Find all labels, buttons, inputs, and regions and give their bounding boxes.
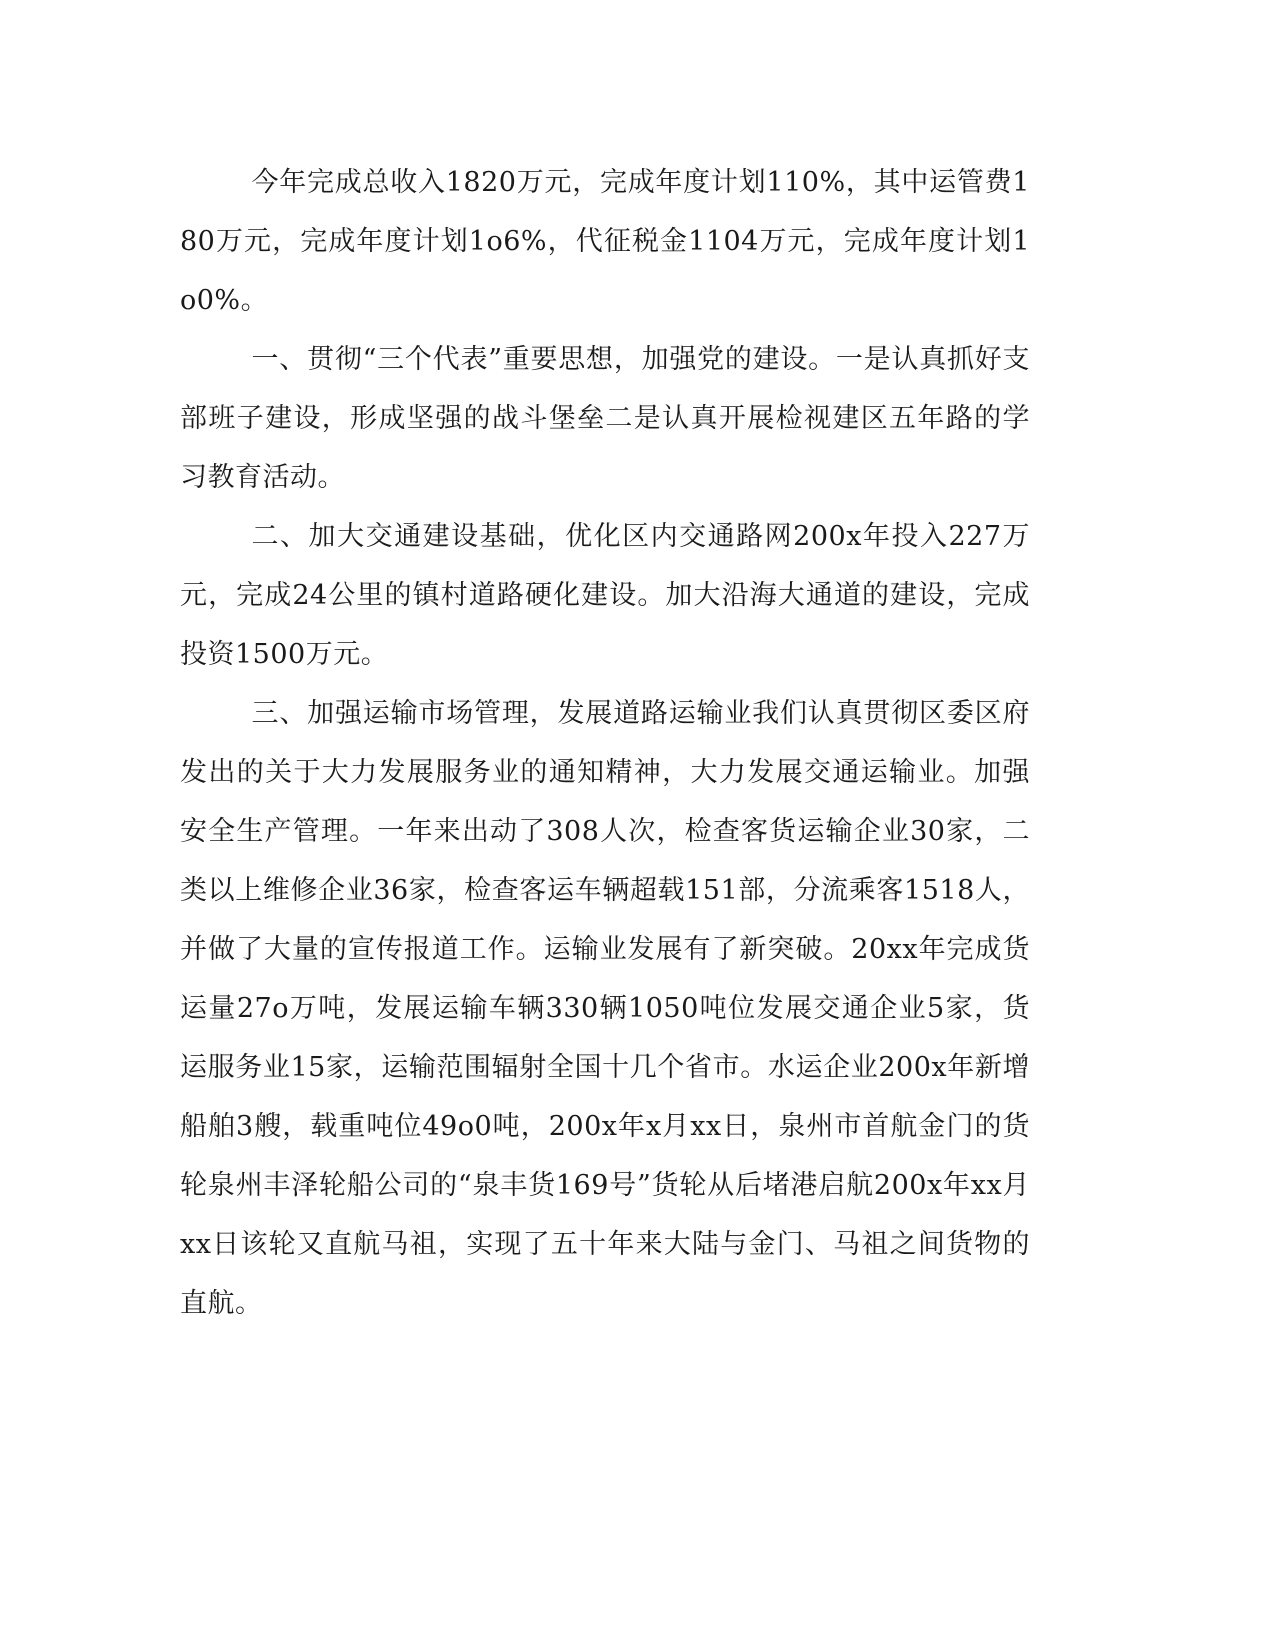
document-body	[180, 153, 1030, 1333]
paragraph-revenue-summary: 今年完成总收入1820万元，完成年度计划110%，其中运管费180万元，完成年度计划1o6%，代征税金1104万元，完成年度计划1o0%。	[180, 167, 1030, 316]
paragraph-transport-construction: 二、加大交通建设基础，优化区内交通路网200x年投入227万元，完成24公里的镇村道路硬化建设。加大沿海大通道的建设，完成投资1500万元。	[180, 521, 1030, 670]
paragraph-transport-market: 三、加强运输市场管理，发展道路运输业我们认真贯彻区委区府发出的关于大力发展服务业的通知精神，大力发展交通运输业。加强安全生产管理。一年来出动了308人次，检查客货运输企业30家，二类以上维修企业36家，检查客运车辆超载151部，分流乘客1518人，并做了大量的宣传报道工作。运输业发展有了新突破。20xx年完成货运量27o万吨，发展运输车辆330辆1050吨位发展交通企业5家，货运服务业15家，运输范围辐射全国十几个省市。水运企业200x年新增船舶3艘，载重吨位49o0吨，200x年x月xx日，泉州市首航金门的货轮泉州丰泽轮船公司的“泉丰货169号”货轮从后堵港启航200x年xx月xx日该轮又直航马祖，实现了五十年来大陆与金门、马祖之间货物的直航。	[180, 698, 1030, 1319]
paragraph-party-building: 一、贯彻“三个代表”重要思想，加强党的建设。一是认真抓好支部班子建设，形成坚强的战斗堡垒二是认真开展检视建区五年路的学习教育活动。	[180, 344, 1030, 493]
